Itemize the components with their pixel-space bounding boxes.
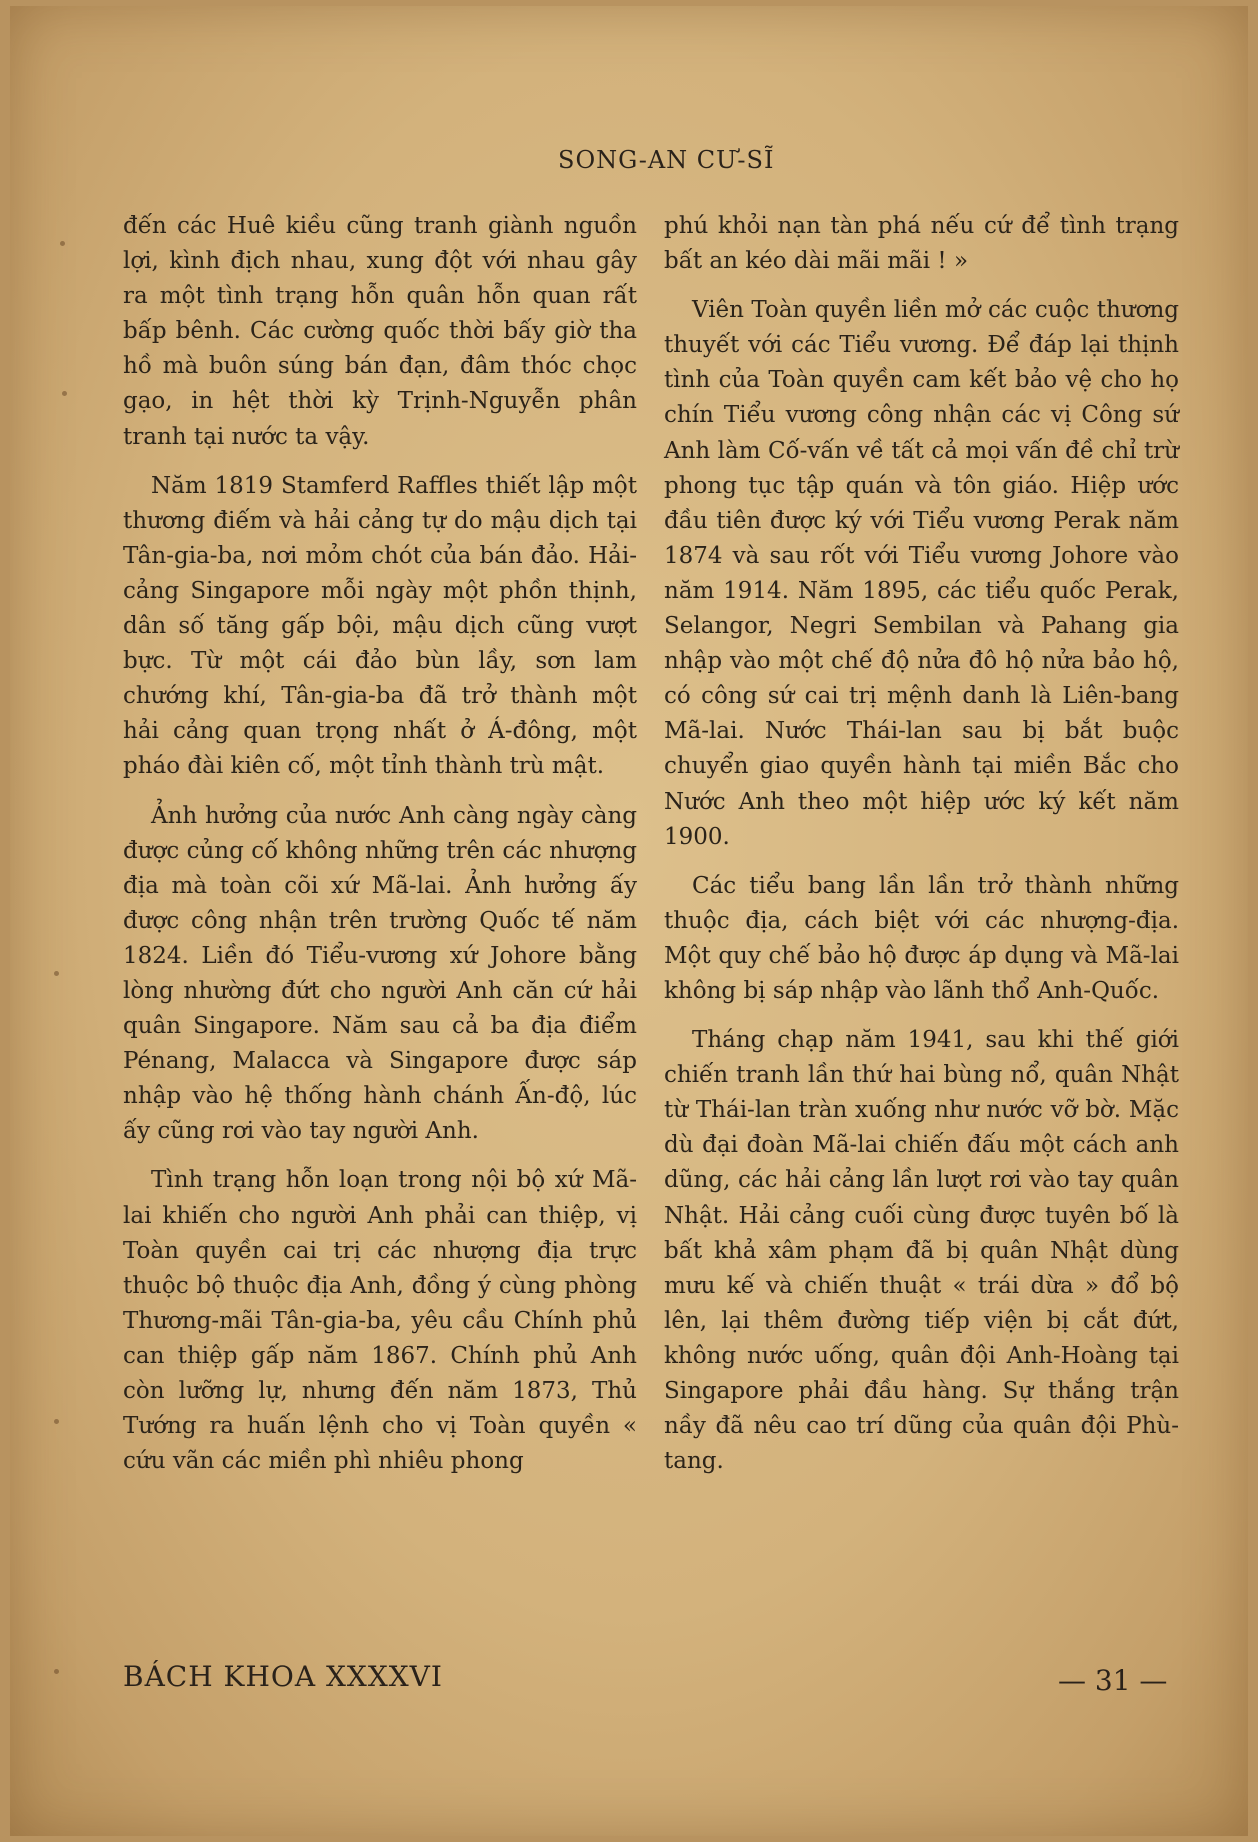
magazine-page xyxy=(10,6,1248,1836)
running-header: SONG-AN CƯ-SĨ xyxy=(558,146,775,174)
paper-speck xyxy=(54,1669,59,1674)
paper-speck xyxy=(62,391,67,396)
paragraph: Năm 1819 Stamferd Raffles thiết lập một thương điếm và hải cảng tự do mậu dịch tại Tân-gia-ba, nơi mỏm chót của bán đảo. Hải-cảng Singapore mỗi ngày một phồn thịnh, dân số tăng gấp bội, mậu dịch cũng vượt bực. Từ một cái đảo bùn lầy, sơn lam chướng khí, Tân-gia-ba đã trở thành một hải cảng quan trọng nhất ở Á-đông, một pháo đài kiên cố, một tỉnh thành trù mật. xyxy=(123,472,637,780)
paragraph: Các tiểu bang lần lần trở thành những thuộc địa, cách biệt với các nhượng-địa. Một quy chế bảo hộ được áp dụng và Mã-lai không bị sáp nhập vào lãnh thổ Anh-Quốc. xyxy=(664,872,1179,1004)
paragraph: Ảnh hưởng của nước Anh càng ngày càng được củng cố không những trên các nhượng địa mà toàn cõi xứ Mã-lai. Ảnh hưởng ấy được công nhận trên trường Quốc tế năm 1824. Liền đó Tiểu-vương xứ Johore bằng lòng nhường đứt cho người Anh căn cứ hải quân Singapore. Năm sau cả ba địa điểm Pénang, Malacca và Singapore được sáp nhập vào hệ thống hành chánh Ấn-độ, lúc ấy cũng rơi vào tay người Anh. xyxy=(123,802,637,1145)
paragraph: Tình trạng hỗn loạn trong nội bộ xứ Mã-lai khiến cho người Anh phải can thiệp, vị Toàn quyền cai trị các nhượng địa trực thuộc bộ thuộc địa Anh, đồng ý cùng phòng Thương-mãi Tân-gia-ba, yêu cầu Chính phủ can thiệp gấp năm 1867. Chính phủ Anh còn lưỡng lự, nhưng đến năm 1873, Thủ Tướng ra huấn lệnh cho vị Toàn quyền « cứu vãn các miền phì nhiêu phong xyxy=(123,1167,637,1475)
paragraph: phú khỏi nạn tàn phá nếu cứ để tình trạng bất an kéo dài mãi mãi ! » xyxy=(664,213,1179,275)
left-text-column xyxy=(123,209,637,1493)
paper-speck xyxy=(60,241,65,246)
paragraph: Viên Toàn quyền liền mở các cuộc thương thuyết với các Tiểu vương. Để đáp lại thịnh tình của Toàn quyền cam kết bảo vệ cho họ chín Tiểu vương công nhận các vị Công sứ Anh làm Cố-vấn về tất cả mọi vấn đề chỉ trừ phong tục tập quán và tôn giáo. Hiệp ước đầu tiên được ký với Tiểu vương Perak năm 1874 và sau rốt với Tiểu vương Johore vào năm 1914. Năm 1895, các tiểu quốc Perak, Selangor, Negri Sembilan và Pahang gia nhập vào một chế độ nửa đô hộ nửa bảo hộ, có công sứ cai trị mệnh danh là Liên-bang Mã-lai. Nước Thái-lan sau bị bắt buộc chuyển giao quyền hành tại miền Bắc cho Nước Anh theo một hiệp ước ký kết năm 1900. xyxy=(664,297,1179,850)
paper-speck xyxy=(54,1419,59,1424)
right-text-column xyxy=(664,209,1179,1493)
paragraph: đến các Huê kiều cũng tranh giành nguồn lợi, kình địch nhau, xung đột với nhau gây ra một tình trạng hỗn quân hỗn quan rất bấp bênh. Các cường quốc thời bấy giờ tha hồ mà buôn súng bán đạn, đâm thóc chọc gạo, in hệt thời kỳ Trịnh-Nguyễn phân tranh tại nước ta vậy. xyxy=(123,213,637,450)
publication-title: BÁCH KHOA XXXXVI xyxy=(123,1660,443,1693)
page-number: — 31 — xyxy=(1058,1664,1168,1697)
paragraph: Tháng chạp năm 1941, sau khi thế giới chiến tranh lần thứ hai bùng nổ, quân Nhật từ Thái-lan tràn xuống như nước vỡ bờ. Mặc dù đại đoàn Mã-lai chiến đấu một cách anh dũng, các hải cảng lần lượt rơi vào tay quân Nhật. Hải cảng cuối cùng được tuyên bố là bất khả xâm phạm đã bị quân Nhật dùng mưu kế và chiến thuật « trái dừa » đổ bộ lên, lại thêm đường tiếp viện bị cắt đứt, không nước uống, quân đội Anh-Hoàng tại Singapore phải đầu hàng. Sự thắng trận nầy đã nêu cao trí dũng của quân đội Phù-tang. xyxy=(664,1027,1179,1475)
paper-speck xyxy=(54,971,59,976)
